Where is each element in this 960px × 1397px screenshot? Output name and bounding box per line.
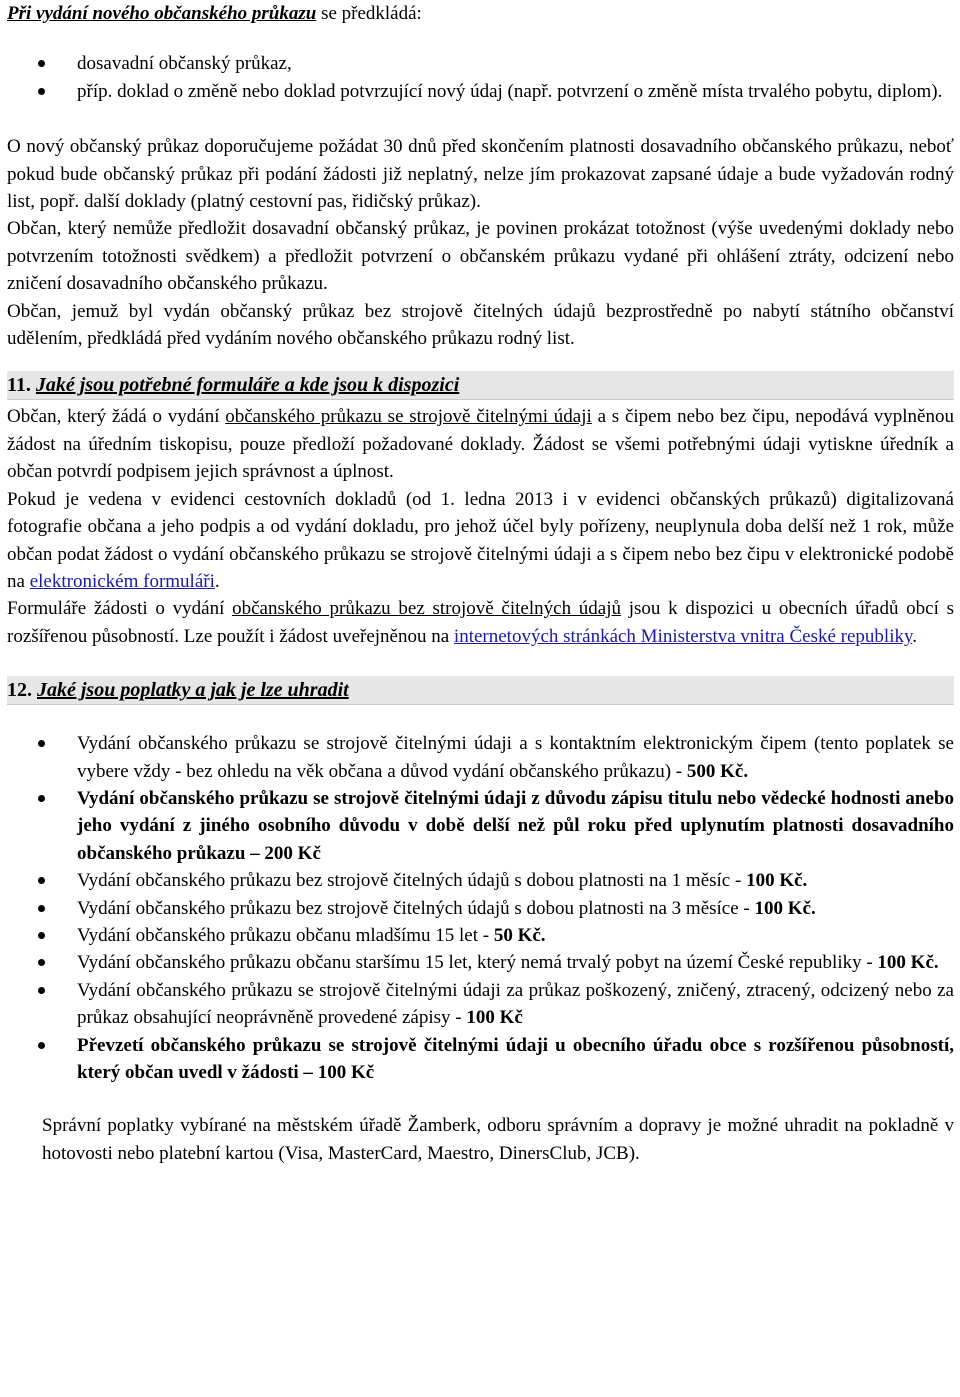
text-run: . <box>214 570 220 592</box>
section-number: 11. <box>7 374 31 397</box>
fee-amount: 50 Kč. <box>493 924 546 946</box>
id-card-machine-readable-link[interactable]: občanského průkazu se strojově čitelnými údaji <box>225 406 592 428</box>
fee-description: Vydání občanského průkazu se strojově čitelnými údaji z důvodu zápisu titulu nebo vědecké hodnosti anebo jeho vydání z jiného osobního důvodu v době delší než půl roku před uplynutím platnosti dosavadního občanského průkazu – <box>77 787 954 864</box>
fee-description: Vydání občanského průkazu se strojově čitelnými údaji za průkaz poškozený, zničený, ztracený, odcizený nebo za průkaz obsahující neoprávněně provedené zápisy - <box>77 979 954 1029</box>
list-item: příp. doklad o změně nebo doklad potvrzující nový údaj (např. potvrzení o změně místa trvalého pobytu, diplom). <box>7 78 954 105</box>
fee-amount: 100 Kč <box>466 1007 523 1029</box>
fee-amount: 100 Kč. <box>754 897 816 919</box>
fees-list <box>7 730 954 1086</box>
fee-description: Vydání občanského průkazu bez strojově čitelných údajů s dobou platnosti na 1 měsíc - <box>77 870 747 892</box>
text-run: Formuláře žádosti o vydání <box>7 598 233 620</box>
fee-item <box>7 1032 954 1087</box>
intro-line <box>7 0 954 27</box>
id-card-non-machine-readable-link[interactable]: občanského průkazu bez strojově čitelných údajů <box>232 598 622 620</box>
fee-amount: 100 Kč. <box>746 870 808 892</box>
paragraph: O nový občanský průkaz doporučujeme požádat 30 dnů před skončením platnosti dosavadního občanského průkazu, neboť pokud bude občanský průkaz při podání žádosti již neplatný, nelze jím prokazovat zapsané údaje a bude vyžadován rodný list, popř. další doklady (platný cestovní pas, řidičský průkaz). <box>7 136 954 213</box>
paragraph: Občan, který nemůže předložit dosavadní občanský průkaz, je povinen prokázat totožnost (výše uvedenými doklady nebo potvrzením totožnosti svědkem) a předložit potvrzení o občanském průkazu vydané při ohlášení ztráty, odcizení nebo zničení dosavadního občanského průkazu. <box>7 218 954 295</box>
fee-item <box>7 949 954 976</box>
fee-amount: 500 Kč. <box>686 760 749 782</box>
section-heading-12 <box>7 676 954 705</box>
list-item: dosavadní občanský průkaz, <box>7 50 954 77</box>
fee-description: Vydání občanského průkazu bez strojově čitelných údajů s dobou platnosti na 3 měsíce - <box>77 897 755 919</box>
text-run: Občan, který žádá o vydání <box>7 406 226 428</box>
required-documents-list <box>7 50 954 105</box>
fee-description: Převzetí občanského průkazu se strojově čitelnými údaji u obecního úřadu obce s rozšířenou působností, který občan uvedl v žádosti – <box>77 1034 954 1083</box>
fee-description: Vydání občanského průkazu občanu staršímu 15 let, který nemá trvalý pobyt na území České republiky - <box>77 952 878 974</box>
intro-lead: Při vydání nového občanského průkazu <box>7 3 317 24</box>
paragraph <box>7 486 954 596</box>
fee-amount: 200 Kč <box>264 842 321 864</box>
fee-amount: 100 Kč <box>317 1062 375 1083</box>
fee-item <box>7 730 954 785</box>
section-title: Jaké jsou poplatky a jak je lze uhradit <box>37 679 349 702</box>
fee-item <box>7 922 954 949</box>
intro-rest: se předkládá: <box>316 3 422 24</box>
paragraph <box>7 403 954 485</box>
paragraph: Občan, jemuž byl vydán občanský průkaz bez strojově čitelných údajů bezprostředně po nabytí státního občanství udělením, předkládá před vydáním nového občanského průkazu rodný list. <box>7 300 954 350</box>
fee-description: Vydání občanského průkazu se strojově čitelnými údaji a s kontaktním elektronickým čipem (tento poplatek se vybere vždy - bez ohledu na věk občana a důvod vydání občanského průkazu) - <box>77 733 954 782</box>
text-run: a s čipem nebo bez čipu, nepodává vyplněnou žádost na úředním tiskopisu, pouze předloží požadované doklady. Žádost se všemi potřebnými údaji vytiskne úředník a občan potvrdí podpisem jejich správnost a úplnost. <box>7 406 954 483</box>
paragraph <box>7 595 954 650</box>
fee-amount: 100 Kč. <box>877 952 939 974</box>
fee-item <box>7 785 954 867</box>
ministry-website-link[interactable]: internetových stránkách Ministerstva vnitra České republiky <box>453 625 913 647</box>
fee-item <box>7 895 954 922</box>
section-title: Jaké jsou potřebné formuláře a kde jsou k dispozici <box>35 374 460 397</box>
fee-item <box>7 977 954 1032</box>
payment-note: Správní poplatky vybírané na městském úřadě Žamberk, odboru správním a dopravy je možné uhradit na pokladně v hotovosti nebo platební kartou (Visa, MasterCard, Maestro, DinersClub, JCB). <box>42 1115 954 1164</box>
electronic-form-link[interactable]: elektronickém formuláři <box>29 570 215 592</box>
fee-item <box>7 867 954 894</box>
fee-description: Vydání občanského průkazu občanu mladšímu 15 let - <box>77 924 494 946</box>
section-heading-11 <box>7 371 954 400</box>
text-run: jsou k dispozici u obecních úřadů obcí s rozšířenou působností. Lze použít i žádost uveřejněnou na <box>7 598 955 647</box>
section-number: 12. <box>7 679 32 702</box>
text-run: . <box>912 625 918 647</box>
text-run: Pokud je vedena v evidenci cestovních dokladů (od 1. ledna 2013 i v evidenci občanských průkazů) digitalizovaná fotografie občana a jeho podpis a od vydání dokladu, pro jehož účel byly pořízeny, neuplynula doba delší než 1 rok, může občan podat žádost o vydání občanského průkazu se strojově čitelnými údaji a s čipem nebo bez čipu v elektronické podobě na <box>7 488 954 592</box>
